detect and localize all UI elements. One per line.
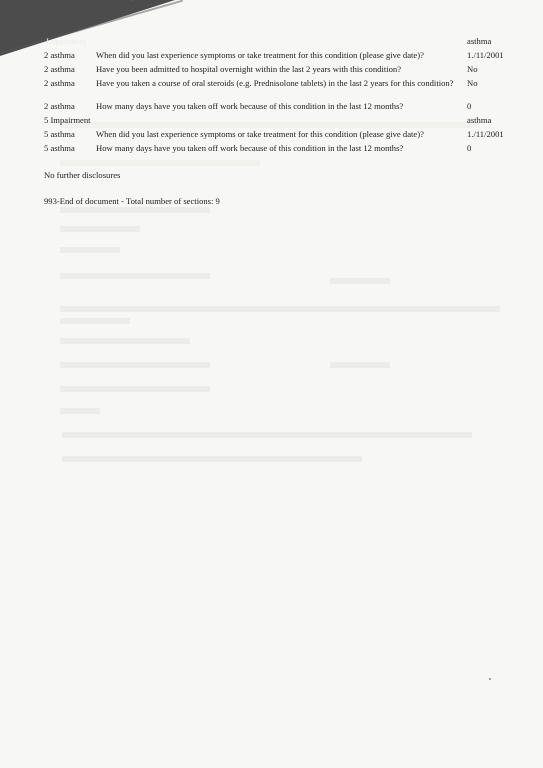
scan-speck (489, 678, 491, 680)
row-section: 2 asthma (44, 50, 75, 60)
row-answer: 1./11/2001 (467, 50, 504, 60)
bleed-through-mark (60, 226, 140, 232)
row-answer: 1./11/2001 (467, 129, 504, 139)
row-section: 5 asthma (44, 129, 75, 139)
section-heading-answer: asthma (467, 36, 492, 46)
row-question: When did you last experience symptoms or take treatment for this condition (please give date)? (96, 50, 424, 60)
section-heading: 5 Impairment (44, 115, 91, 125)
row-answer: 0 (467, 101, 472, 111)
bleed-through-mark (62, 456, 362, 462)
row-answer: No (467, 64, 478, 74)
bleed-through-mark (330, 362, 390, 368)
bleed-through-mark (60, 408, 100, 414)
bleed-through-mark (60, 273, 210, 279)
row-question: When did you last experience symptoms or take treatment for this condition (please give date)? (96, 129, 424, 139)
no-further-disclosures: No further disclosures (44, 170, 121, 180)
row-question: Have you taken a course of oral steroids (e.g. Prednisolone tablets) in the last 2 years for this condition? (96, 78, 454, 88)
row-answer: No (467, 78, 478, 88)
bleed-through-mark (60, 362, 210, 368)
row-section: 2 asthma (44, 78, 75, 88)
bleed-through-mark (60, 247, 120, 253)
bleed-through-mark (330, 278, 390, 284)
section-heading-answer: asthma (467, 115, 492, 125)
bleed-through-mark (60, 160, 260, 166)
bleed-through-mark (60, 386, 210, 392)
row-section: 2 asthma (44, 64, 75, 74)
bleed-through-mark (60, 207, 210, 213)
row-section: 5 asthma (44, 143, 75, 153)
bleed-through-mark (60, 338, 190, 344)
row-section: 2 asthma (44, 101, 75, 111)
bleed-through-mark (60, 318, 130, 324)
bleed-through-mark (60, 122, 480, 128)
bleed-through-mark (62, 432, 472, 438)
bleed-through-mark (60, 306, 500, 312)
row-question: How many days have you taken off work because of this condition in the last 12 months? (96, 101, 404, 111)
end-of-document: 993-End of document - Total number of sections: 9 (44, 196, 220, 206)
row-question: Have you been admitted to hospital overnight within the last 2 years with this condition? (96, 64, 402, 74)
section-heading: Impairment (46, 36, 87, 46)
row-question: How many days have you taken off work because of this condition in the last 12 months? (96, 143, 404, 153)
row-answer: 0 (467, 143, 472, 153)
